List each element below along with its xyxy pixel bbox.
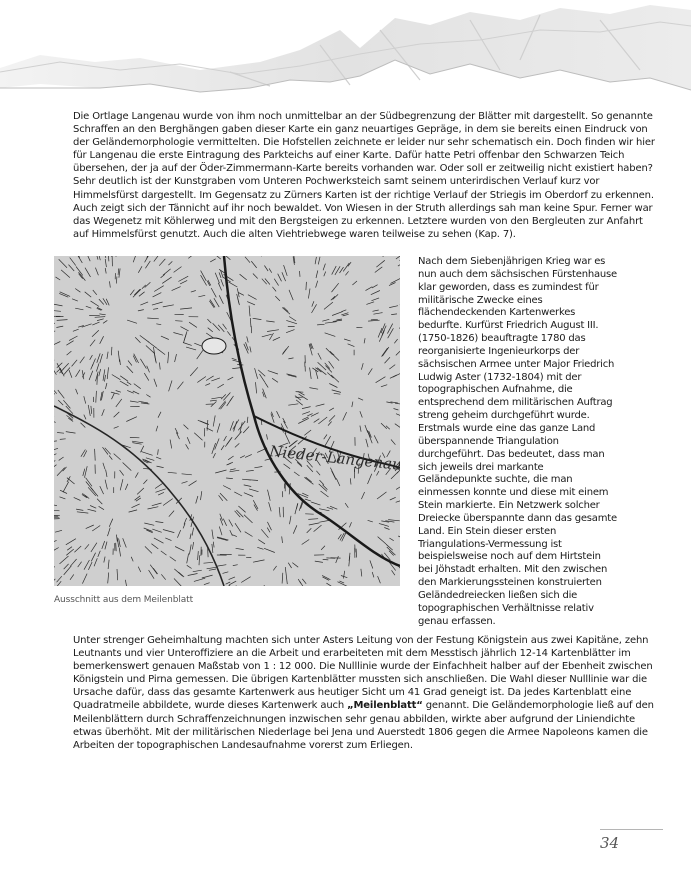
map-hachure-stroke xyxy=(111,347,112,355)
map-hachure-stroke xyxy=(116,277,117,284)
map-hachure-stroke xyxy=(300,271,301,277)
map-hachure-stroke xyxy=(175,321,182,322)
meilenblatt-text-start: Unter strenger Geheimhaltung machten sich unter Asters Leitung von der Festung Königstein aus zwei Kapitäne, zehn Leutnants und vier Unteroffiziere an die Arbeit und erarbeiteten mit dem Messtisch jährlich 12-14 Kartenblätter im bemerkenswert genauen Maßstab von 1 : 12 000. Die Nulllinie wurde der Einfachheit halber auf der Ebenheit zwischen Königstein und Pirna gemessen. Die übrigen Kartenblätter mussten sich anschließen. Die Wahl dieser Nulllinie war die Ursache dafür, dass das gesamte Kartenwerk aus heutiger Sicht um 41 Grad geneigt ist. Da jedes Kartenblatt eine Quadratmeile abbildete, wurde dieses Kartenwerk auch xyxy=(73,635,653,712)
page-number-rule xyxy=(600,829,663,830)
map-place-name: Nieder-Langenau xyxy=(268,442,400,474)
map-hachure-stroke xyxy=(356,549,357,558)
map-hachure-stroke xyxy=(251,326,252,333)
map-hachure-stroke xyxy=(306,282,307,290)
meilenblatt-paragraph xyxy=(73,634,655,752)
map-hachure-stroke xyxy=(323,559,329,560)
torn-paper-header xyxy=(0,0,691,110)
meilenblatt-text-end: genannt. Die Geländemorphologie ließ auf den Meilenblättern durch Schraffenzeichnungen inzwischen sehr genau abbilden, wirkte aber aufgrund der Liniendichte etwas überhöht. Mit der militärischen Niederlage bei Jena und Auerstedt 1806 gegen die Armee Napoleons kamen die Arbeiten der topographischen Landesaufnahme vorerst zum Erliegen. xyxy=(73,700,654,751)
figure-caption: Ausschnitt aus dem Meilenblatt xyxy=(54,595,193,605)
map-hachure-stroke xyxy=(116,543,117,551)
map-hachure-drawing xyxy=(54,256,400,586)
intro-paragraph: Die Ortlage Langenau wurde von ihm noch unmittelbar an der Südbegrenzung der Blätter mit dargestellt. So genannte Schraffen an den Berghängen gaben dieser Karte ein ganz neuartiges Gepräge, in dem sie bereits einen Eindruck von der Geländemorphologie vermittelten. Die Hofstellen zeichnete er leider nur sehr schematisch ein. Doch finden wir hier für Langenau die erste Eintragung des Parkteichs auf einer Karte. Dafür hatte Petri offenbar den Schwarzen Teich übersehen, der ja auf der Öder-Zimmermann-Karte bereits vorhanden war. Oder soll er zeitweilig nicht existiert haben? Sehr deutlich ist der Kunstgraben vom Unteren Pochwerksteich samt seinem unterirdischen Verlauf kurz vor Himmelsfürst dargestellt. Im Gegensatz zu Zürners Karten ist der richtige Verlauf der Striegis im Oberdorf zu erkennen. Auch zeigt sich der Tännicht auf ihr noch bewaldet. Von Wiesen in der Struth allerdings sah man keine Spur. Ferner war das Wegenetz mit Köhlerweg und mit den Bergsteigen zu erkennen. Letztere wurden von den Bergleuten zur Anfahrt auf Himmelsfürst genutzt. Auch die alten Viehtriebwege waren teilweise zu sehen (Kap. 7). xyxy=(73,111,655,240)
meilenblatt-term: „Meilenblatt“ xyxy=(347,700,423,712)
meilenblatt-map-excerpt xyxy=(54,256,400,586)
aster-survey-paragraph: Nach dem Siebenjährigen Krieg war es nun auch dem sächsischen Fürstenhause klar geworden, dass es zumindest für militärische Zwecke eines flächendeckenden Kartenwerkes bedurfte. Kurfürst Friedrich August III. (1750-1826) beauftragte 1780 das reorganisierte Ingenieurkorps der sächsischen Armee unter Major Friedrich Ludwig Aster (1732-1804) mit der topographischen Aufnahme, die entsprechend dem militärischen Auftrag streng geheim durchgeführt wurde. Erstmals wurde eine das ganze Land überspannende Triangulation durchgeführt. Das bedeutet, dass man sich jeweils drei markante Geländepunkte suchte, die man einmessen konnte und diese mit einem Stein markierte. Ein Netzwerk solcher Dreiecke überspannte dann das gesamte Land. Ein Stein dieser ersten Triangulations-Vermessung ist beispielsweise noch auf dem Hirtstein bei Jöhstadt erhalten. Mit den zwischen den Markierungssteinen konstruierten Geländedreiecken ließen sich die topographischen Verhältnisse relativ genau erfassen. xyxy=(418,256,618,627)
page-number: 34 xyxy=(600,834,620,852)
